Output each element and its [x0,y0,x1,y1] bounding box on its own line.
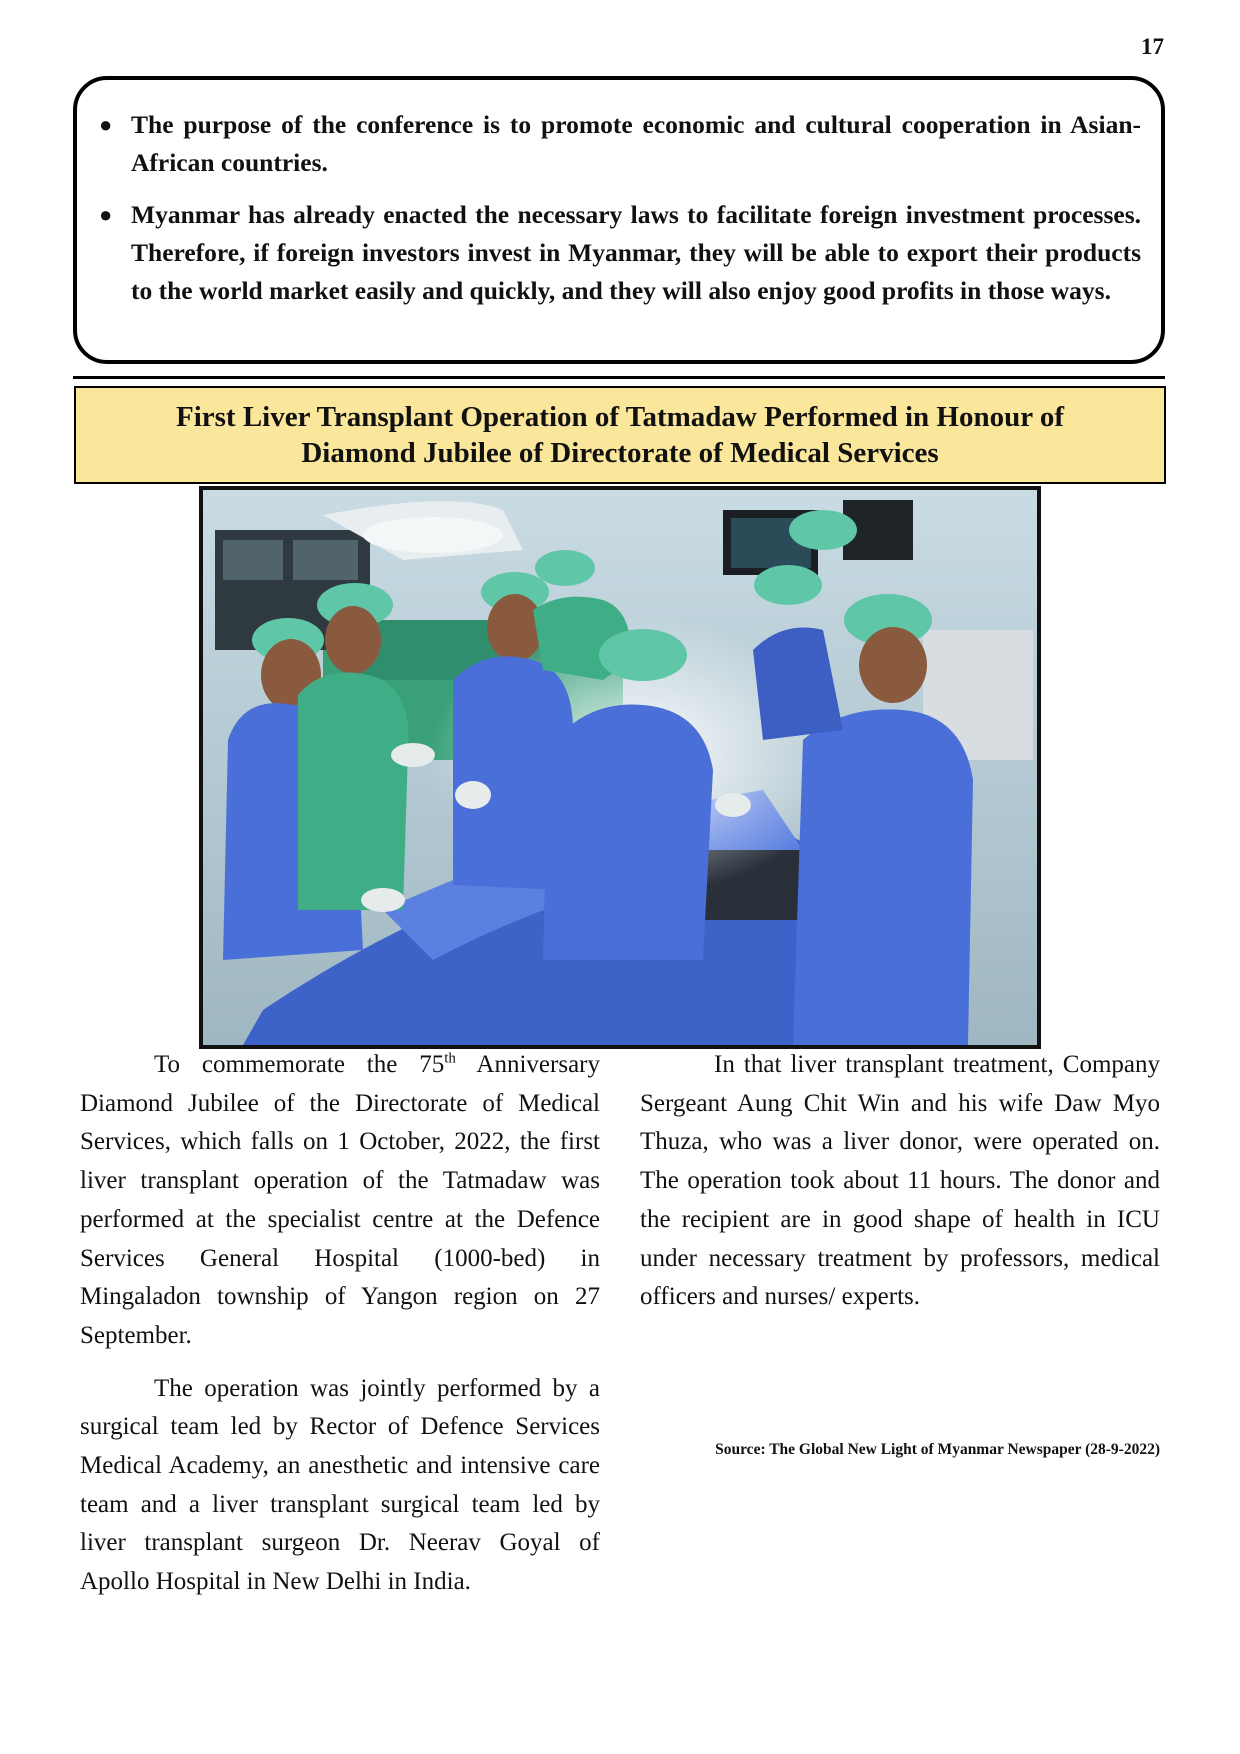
article-headline [136,399,1104,471]
page-number: 17 [1141,34,1164,59]
article-paragraph-1 [80,1046,600,1356]
article-paragraph-3: In that liver transplant treatment, Company Sergeant Aung Chit Win and his wife Daw Myo Thuza, who was a liver donor, were operated on. The operation took about 11 hours. The donor and the recipient are in good shape of health in ICU under necessary treatment by professors, medical officers and nurses/ experts. [640,1051,1160,1311]
article-paragraph-2: The operation was jointly performed by a surgical team led by Rector of Defence Services Medical Academy, an anesthetic and intensive care team and a liver transplant surgical team led by liver transplant surgeon Dr. Neerav Goyal of Apollo Hospital in New Delhi in India. [80,1374,600,1596]
summary-box [73,76,1165,364]
headline-box [74,386,1166,484]
headline-line-1: First Liver Transplant Operation of Tatmadaw Performed in Honour of [176,401,1064,433]
bullet-icon: ● [99,112,113,137]
article-column-right [640,1046,1160,1331]
section-divider [73,376,1165,379]
summary-item [97,196,1141,310]
operating-room-image [203,490,1037,1045]
operation-photo [199,486,1041,1049]
ordinal-suffix: th [444,1050,456,1067]
source-citation: Source: The Global New Light of Myanmar Newspaper (28-9-2022) [715,1441,1160,1458]
article-column-left [80,1046,600,1616]
paragraph-1-start: To commemorate the 75 [154,1051,445,1078]
bullet-icon: ● [99,202,113,227]
paragraph-1-rest: Anniversary Diamond Jubilee of the Directorate of Medical Services, which falls on 1 October, 2022, the first liver transplant operation of the Tatmadaw was performed at the specialist centre at the Defence Services General Hospital (1000-bed) in Mingaladon township of Yangon region on 27 September. [80,1051,600,1349]
headline-line-2: Diamond Jubilee of Directorate of Medical Services [301,437,939,469]
summary-list [97,106,1141,310]
summary-item [97,106,1141,182]
summary-item-text: Myanmar has already enacted the necessary laws to facilitate foreign investment processes. Therefore, if foreign investors invest in Myanmar, they will be able to export their products to the world market easily and quickly, and they will also enjoy good profits in those ways. [131,200,1141,305]
summary-item-text: The purpose of the conference is to promote economic and cultural cooperation in Asian-African countries. [131,110,1141,177]
